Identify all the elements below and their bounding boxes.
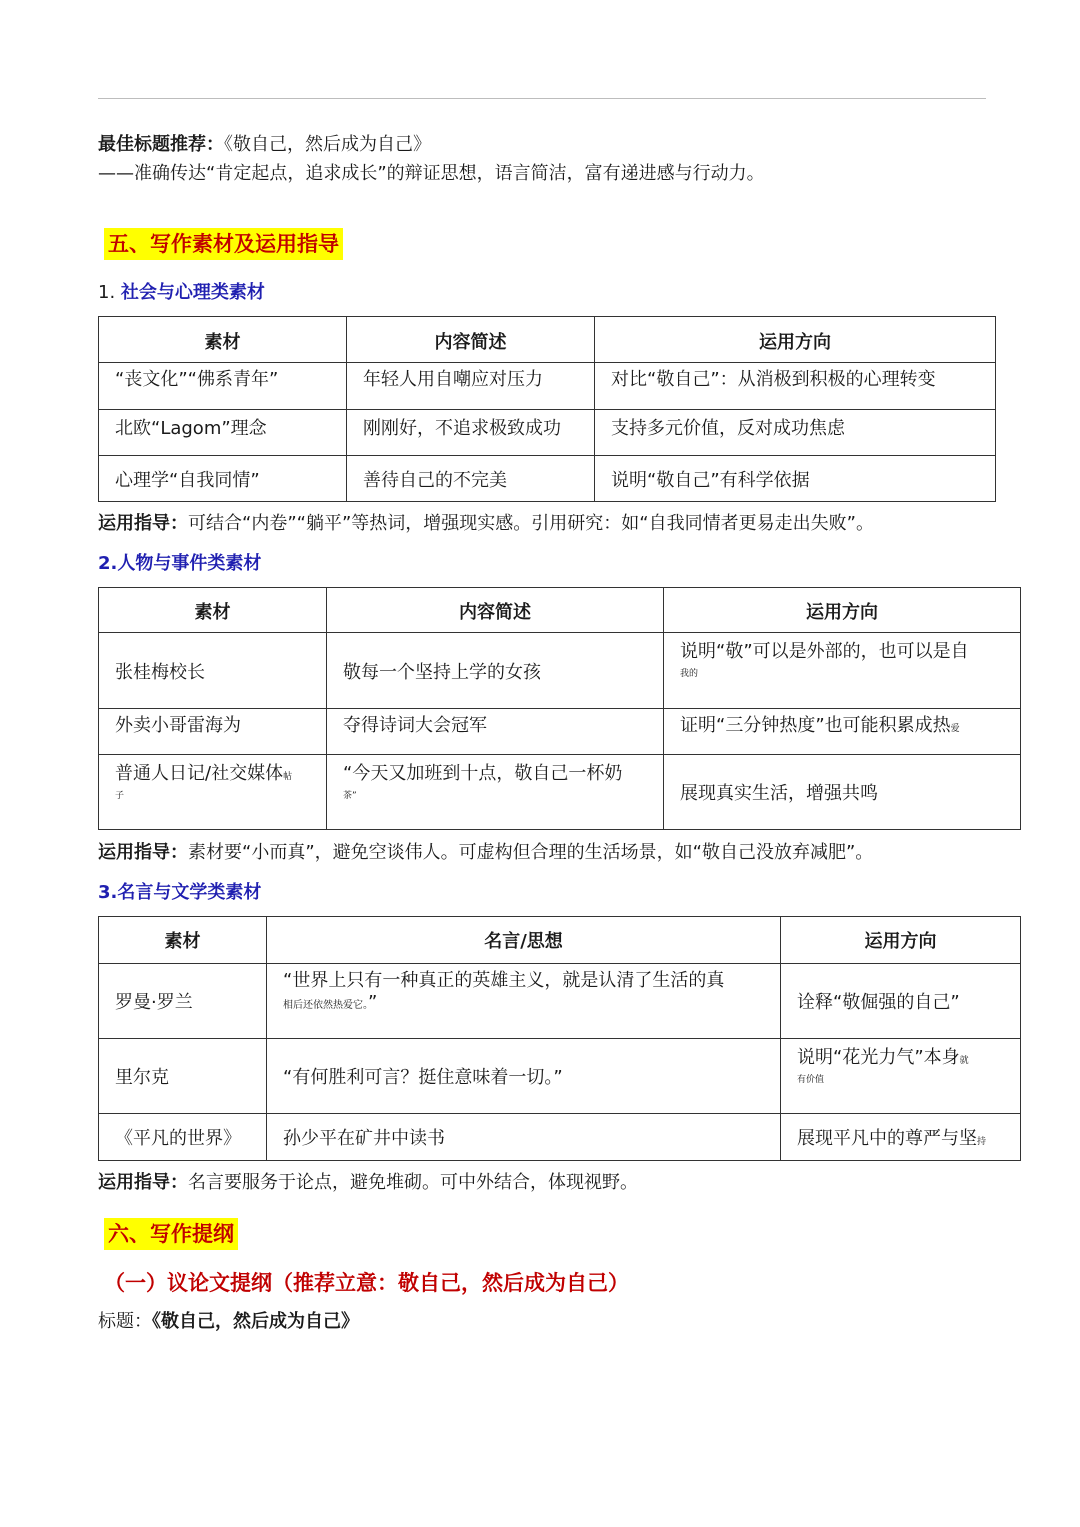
outline-title-label: 标题：	[98, 1311, 152, 1332]
table-header-row	[99, 917, 1021, 964]
table-cell: 诠释“敬倔强的自己”	[781, 964, 1021, 1039]
table-header-row	[99, 588, 1021, 633]
table-cell: 展现真实生活，增强共鸣	[664, 755, 1021, 830]
table-cell: 张桂梅校长	[99, 633, 327, 709]
cell-overflow-line	[283, 992, 764, 1013]
table-row	[99, 1039, 1021, 1114]
table-row	[99, 633, 1021, 709]
cell-overflow-text: 持	[977, 1137, 987, 1147]
social-psychology-table	[98, 316, 996, 502]
table-cell	[664, 633, 1021, 709]
section-6-heading: 六、写作提纲	[104, 1218, 238, 1250]
section-5-heading: 五、写作素材及运用指导	[104, 228, 343, 260]
table-cell: 罗曼·罗兰	[99, 964, 267, 1039]
table-cell: 里尔克	[99, 1039, 267, 1114]
cell-overflow-text: 有价值	[797, 1075, 825, 1085]
cell-text: 普通人日记/社交媒体	[115, 763, 284, 784]
sub1-guide	[98, 512, 874, 536]
guide-label: 运用指导：	[98, 513, 188, 534]
cell-overflow-text: 相后还依然热爱它。	[283, 1000, 368, 1011]
table-cell	[664, 709, 1021, 755]
table-cell	[781, 1039, 1021, 1114]
table-cell	[781, 1114, 1021, 1161]
table-cell: 支持多元价值，反对成功焦虑	[595, 410, 996, 456]
guide-text: 可结合“内卷”“躺平”等热词，增强现实感。引用研究：如“自我同情者更易走出失败”。	[188, 513, 874, 534]
cell-overflow-text: 茶”	[343, 791, 357, 801]
header-cell: 运用方向	[781, 917, 1021, 964]
sub1-heading	[98, 281, 265, 305]
table-cell: 对比“敬自己”：从消极到积极的心理转变	[595, 363, 996, 410]
table-cell: 善待自己的不完美	[347, 456, 595, 502]
cell-text: 说明“敬”可以是外部的，也可以是自	[680, 641, 969, 662]
header-cell: 名言/思想	[267, 917, 781, 964]
table-cell: 敬每一个坚持上学的女孩	[327, 633, 664, 709]
people-events-table	[98, 587, 1021, 830]
table-cell	[99, 755, 327, 830]
guide-label: 运用指导：	[98, 842, 188, 863]
header-cell: 内容简述	[327, 588, 664, 633]
table-cell: 北欧“Lagom”理念	[99, 410, 347, 456]
title-recommendation	[98, 133, 431, 157]
table-cell: 孙少平在矿井中读书	[267, 1114, 781, 1161]
title-rec-note: ——准确传达“肯定起点，追求成长”的辩证思想，语言简洁，富有递进感与行动力。	[98, 163, 765, 184]
table-cell: 说明“敬自己”有科学依据	[595, 456, 996, 502]
table-cell: 刚刚好，不追求极致成功	[347, 410, 595, 456]
table-cell: 外卖小哥雷海为	[99, 709, 327, 755]
cell-overflow-text: 子	[115, 791, 125, 801]
table-row	[99, 964, 1021, 1039]
table-cell: 年轻人用自嘲应对压力	[347, 363, 595, 410]
sub1-number: 1.	[98, 282, 121, 303]
outline-heading: （一）议论文提纲（推荐立意：敬自己，然后成为自己）	[104, 1271, 629, 1295]
header-cell: 素材	[99, 588, 327, 633]
quotes-literature-table	[98, 916, 1021, 1161]
table-cell	[327, 755, 664, 830]
table-cell: “有何胜利可言？挺住意味着一切。”	[267, 1039, 781, 1114]
closing-quote: ”	[368, 992, 378, 1013]
table-row	[99, 1114, 1021, 1161]
table-cell: 心理学“自我同情”	[99, 456, 347, 502]
sub1-title: 社会与心理类素材	[120, 282, 265, 303]
outline-title-value: 《敬自己，然后成为自己》	[152, 1311, 359, 1332]
cell-text: “世界上只有一种真正的英雄主义，就是认清了生活的真	[283, 970, 725, 991]
cell-text: 证明“三分钟热度”也可能积累成热	[680, 715, 951, 736]
guide-text: 名言要服务于论点，避免堆砌。可中外结合，体现视野。	[188, 1172, 638, 1193]
table-row	[99, 410, 996, 456]
outline-title	[98, 1310, 359, 1334]
sub2-guide	[98, 841, 873, 865]
table-row	[99, 709, 1021, 755]
table-cell: “丧文化”“佛系青年”	[99, 363, 347, 410]
table-cell	[267, 964, 781, 1039]
sub2-heading: 2.人物与事件类素材	[98, 553, 262, 574]
cell-text: 说明“花光力气”本身	[797, 1047, 960, 1068]
table-cell: 《平凡的世界》	[99, 1114, 267, 1161]
sub3-heading: 3.名言与文学类素材	[98, 882, 262, 903]
header-cell: 内容简述	[347, 317, 595, 363]
table-cell: 夺得诗词大会冠军	[327, 709, 664, 755]
cell-text: 展现平凡中的尊严与坚	[797, 1128, 977, 1149]
top-divider	[98, 98, 986, 99]
table-row	[99, 755, 1021, 830]
guide-label: 运用指导：	[98, 1172, 188, 1193]
table-row	[99, 363, 996, 410]
table-row	[99, 456, 996, 502]
header-cell: 运用方向	[595, 317, 996, 363]
cell-overflow-text: 爱	[950, 724, 960, 734]
cell-overflow-text: 就	[959, 1056, 969, 1066]
table-header-row	[99, 317, 996, 363]
cell-text: “今天又加班到十点，敬自己一杯奶	[343, 763, 623, 784]
guide-text: 素材要“小而真”，避免空谈伟人。可虚构但合理的生活场景，如“敬自己没放弃减肥”。	[188, 842, 874, 863]
header-cell: 素材	[99, 317, 347, 363]
title-rec-value: 《敬自己，然后成为自己》	[224, 134, 431, 155]
sub3-guide	[98, 1171, 638, 1195]
header-cell: 素材	[99, 917, 267, 964]
header-cell: 运用方向	[664, 588, 1021, 633]
cell-overflow-text: 我的	[680, 669, 699, 679]
title-rec-label: 最佳标题推荐：	[98, 134, 224, 155]
cell-overflow-text: 帖	[283, 772, 293, 782]
